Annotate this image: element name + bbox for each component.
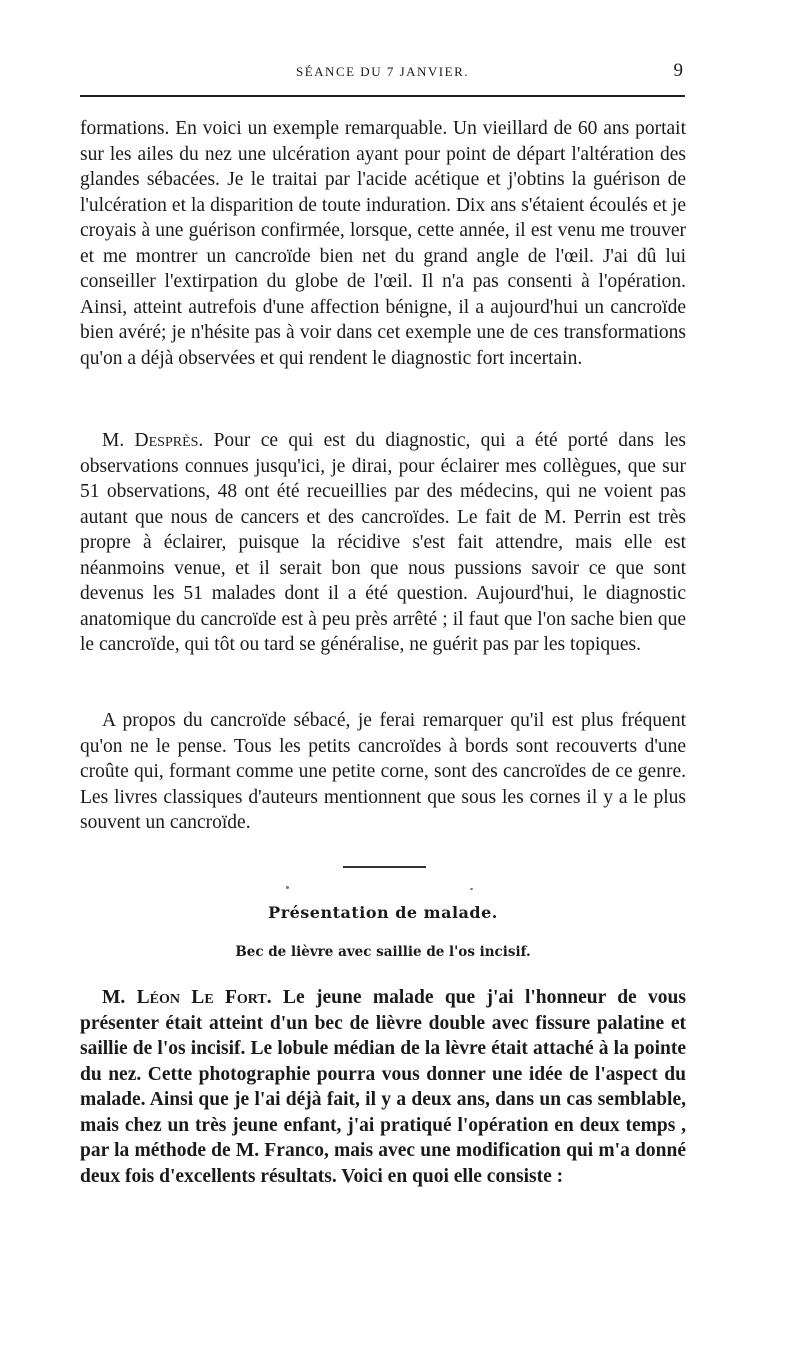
paragraph-cancroide-sebace [80, 708, 686, 836]
paragraph-despres [80, 428, 686, 658]
section-subtitle: Bec de lièvre avec saillie de l'os incisif. [235, 944, 531, 960]
paragraph [80, 428, 686, 658]
paragraph-continuation [80, 116, 686, 371]
paragraph [80, 985, 686, 1189]
speaker-name: M. Léon Le Fort. [102, 987, 272, 1008]
paragraph-le-fort [80, 985, 686, 1189]
section-divider [343, 866, 426, 868]
speaker-name: M. Desprès. [102, 430, 204, 451]
running-head [80, 60, 685, 86]
print-speck [470, 888, 473, 890]
paragraph-text: Le jeune malade que j'ai l'honneur de vous présenter était atteint d'un bec de lièvre double avec fissure palatine et saillie de l'os incisif. Le lobule médian de la lèvre était attaché à la pointe du nez. Cette photographie pourra vous donner une idée de l'aspect du malade. Ainsi que je l'ai déjà fait, il y a deux ans, dans un cas semblable, mais chez un très jeune enfant, j'ai pratiqué l'opération en deux temps , par la méthode de M. Franco, mais avec une modification qui m'a donné deux fois d'excellents résultats. Voici en quoi elle consiste : [80, 987, 686, 1187]
paragraph-text: A propos du cancroïde sébacé, je ferai remarquer qu'il est plus fréquent qu'on ne le pense. Tous les petits cancroïdes à bords sont recouverts d'une croûte qui, formant comme une petite corne, sont des cancroïdes de ce genre. Les livres classiques d'auteurs mentionnent que sous les cornes il y a le plus souvent un cancroïde. [80, 710, 686, 833]
running-title: SÉANCE DU 7 JANVIER. [296, 64, 469, 79]
paragraph-text: formations. En voici un exemple remarquable. Un vieillard de 60 ans portait sur les ailes du nez une ulcération ayant pour point de départ l'altération des glandes sébacées. Je le traitai par l'acide acétique et j'obtins la guérison de l'ulcération et la disparition de toute induration. Dix ans s'étaient écoulés et je croyais à une guérison confirmée, lorsque, cette année, il est venu me trouver et me montrer un cancroïde bien net du grand angle de l'œil. J'ai dû lui conseiller l'extirpation du globe de l'œil. Il n'a pas consenti à l'opération. Ainsi, atteint autrefois d'une affection bénigne, il a aujourd'hui un cancroïde bien avéré; je n'hésite pas à voir dans cet exemple une de ces transformations qu'on a déjà observées et qui rendent le diagnostic fort incertain. [80, 118, 686, 369]
paragraph-text: Pour ce qui est du diagnostic, qui a été porté dans les observations connues jusqu'ici, je dirai, pour éclairer mes collègues, que sur 51 observations, 48 ont été recueillies par des médecins, qui ne voient pas autant que nous de cancers et des cancroïdes. Le fait de M. Perrin est très propre à éclairer, puisque la récidive s'est fait attendre, mais elle est néanmoins venue, et il serait bon que nous pussions savoir ce que sont devenus les 51 malades dont il a été question. Aujourd'hui, le diagnostic anatomique du cancroïde est à peu près arrêté ; il faut que l'on sache bien que le cancroïde, qui tôt ou tard se généralise, ne guérit pas par les topiques. [80, 430, 686, 655]
page-number: 9 [673, 60, 683, 81]
section-title: Présentation de malade. [268, 903, 498, 922]
print-speck [286, 886, 289, 889]
header-rule [80, 95, 685, 97]
